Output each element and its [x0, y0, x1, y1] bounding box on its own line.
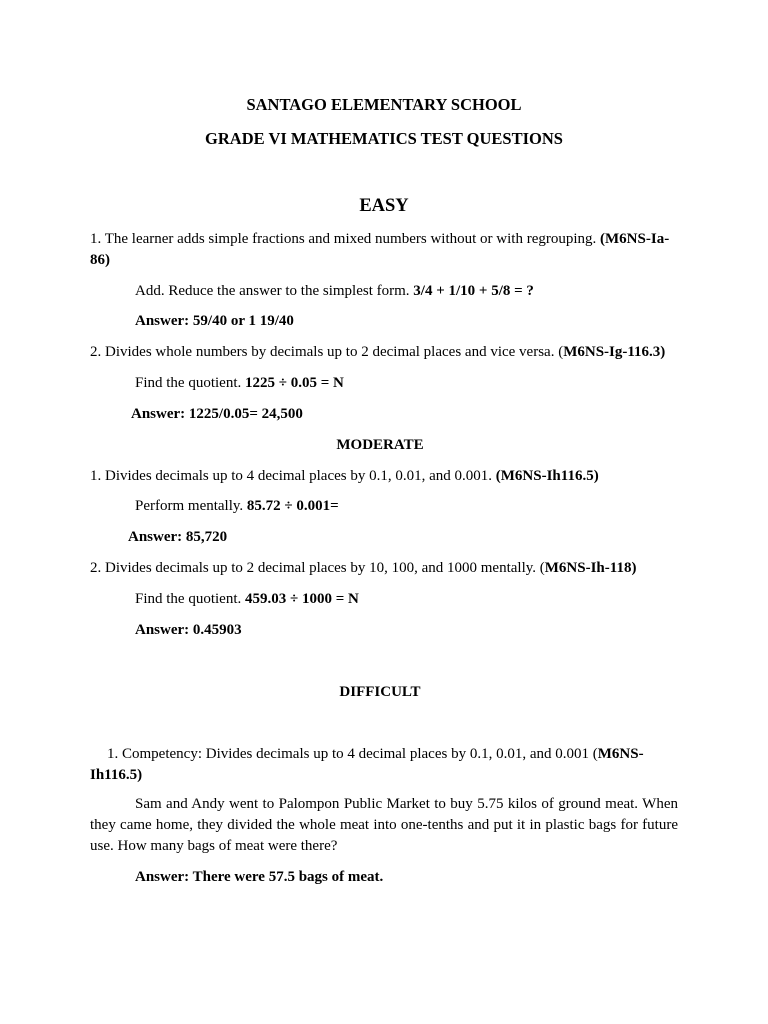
easy-question-1-answer: Answer: 59/40 or 1 19/40 — [135, 313, 294, 329]
competency-code-cont: Ih116.5) — [90, 767, 143, 783]
section-heading-moderate: MODERATE — [336, 437, 424, 453]
prompt-text: Find the quotient. — [135, 591, 245, 607]
prompt-text: Perform mentally. — [135, 498, 247, 514]
moderate-question-1-answer: Answer: 85,720 — [128, 529, 228, 545]
school-name: SANTAGO ELEMENTARY SCHOOL — [246, 95, 522, 114]
competency-code: (M6NS-Ih116.5) — [495, 468, 599, 484]
question-text: 1. The learner adds simple fractions and mixed numbers without or with regrouping. — [90, 231, 601, 247]
math-expression: 1225 ÷ 0.05 = N — [245, 375, 344, 391]
easy-question-2 — [90, 342, 665, 363]
competency-code-cont: 86) — [90, 252, 110, 268]
test-title: GRADE VI MATHEMATICS TEST QUESTIONS — [205, 129, 563, 148]
prompt-text: Find the quotient. — [135, 375, 245, 391]
competency-code: (M6NS-Ia- — [600, 231, 670, 247]
question-text: 1. Competency: Divides decimals up to 4 decimal places by 0.1, 0.01, and 0.001 ( — [107, 746, 598, 762]
math-expression: 85.72 ÷ 0.001= — [246, 498, 339, 514]
moderate-question-1-prompt — [135, 496, 339, 517]
competency-code: M6NS- — [597, 746, 644, 762]
section-heading-easy: EASY — [359, 196, 409, 216]
question-text: 1. Divides decimals up to 4 decimal places by 0.1, 0.01, and 0.001. — [90, 468, 496, 484]
moderate-question-2-answer: Answer: 0.45903 — [135, 622, 242, 638]
moderate-question-2-prompt — [135, 589, 359, 610]
difficult-question-1 — [90, 744, 678, 786]
section-heading-difficult: DIFFICULT — [339, 684, 421, 700]
easy-question-1 — [90, 229, 678, 271]
difficult-question-1-problem: Sam and Andy went to Palompon Public Market to buy 5.75 kilos of ground meat. When they came home, they divided the whole meat into one-tenths and put it in plastic bags for future use. How many bags of meat were there? — [90, 796, 678, 854]
competency-code: M6NS-Ig-116.3) — [563, 344, 666, 360]
moderate-question-1 — [90, 466, 599, 487]
prompt-text: Add. Reduce the answer to the simplest form. — [135, 283, 414, 299]
easy-question-1-prompt — [135, 281, 534, 302]
math-expression: 3/4 + 1/10 + 5/8 = ? — [413, 283, 534, 299]
moderate-question-2 — [90, 558, 636, 579]
easy-question-2-answer: Answer: 1225/0.05= 24,500 — [131, 406, 303, 422]
competency-code: M6NS-Ih-118) — [544, 560, 637, 576]
difficult-question-1-answer: Answer: There were 57.5 bags of meat. — [135, 869, 384, 885]
question-text: 2. Divides whole numbers by decimals up to 2 decimal places and vice versa. ( — [90, 344, 564, 360]
math-expression: 459.03 ÷ 1000 = N — [245, 591, 359, 607]
easy-question-2-prompt — [135, 373, 344, 394]
question-text: 2. Divides decimals up to 2 decimal places by 10, 100, and 1000 mentally. ( — [90, 560, 545, 576]
